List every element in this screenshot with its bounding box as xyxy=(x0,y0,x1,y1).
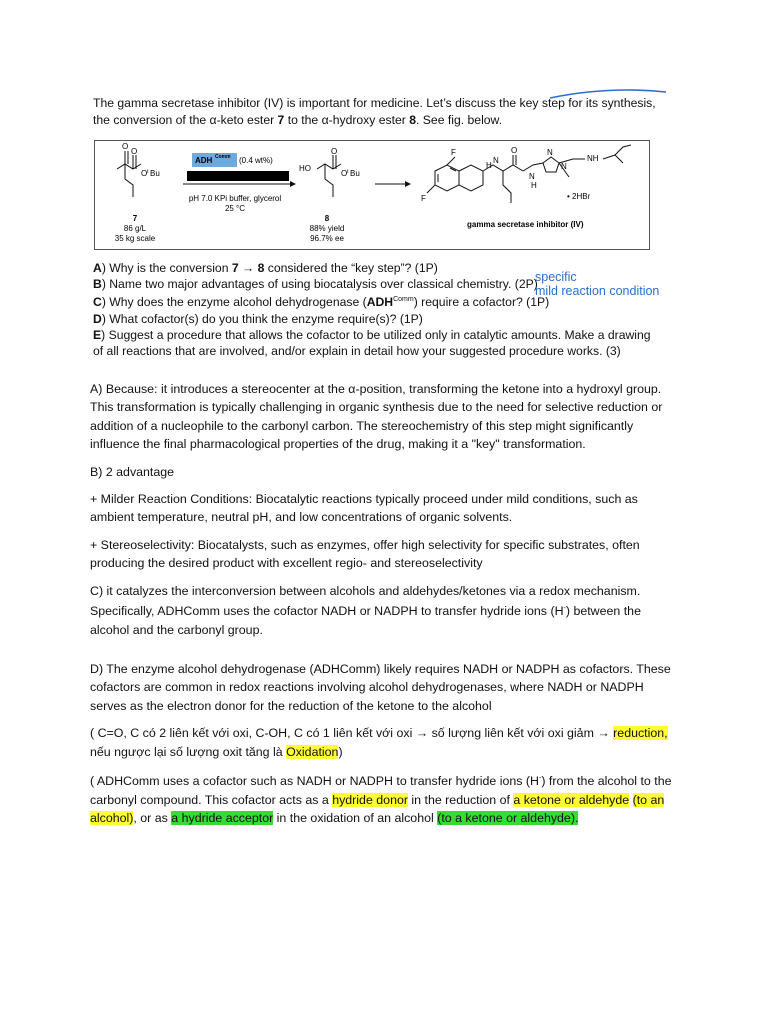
answer-text: , or as xyxy=(133,810,172,825)
tbu-label: O xyxy=(341,169,348,178)
answer-c xyxy=(90,582,680,639)
question-text: of all reactions that are involved, and/or explain in detail how your suggested procedure works. (3) xyxy=(93,344,621,359)
nitrogen-label: N xyxy=(561,162,567,171)
fluorine-label: F xyxy=(451,148,456,157)
alpha-symbol: α xyxy=(209,113,217,127)
answer-b-heading: B) 2 advantage xyxy=(90,464,175,479)
enzyme-ref: ADH xyxy=(366,295,394,310)
compound-7-structure xyxy=(117,151,141,197)
handwritten-note xyxy=(535,270,659,298)
tbu-label: Bu xyxy=(150,169,160,178)
compound-7-scale: 35 kg scale xyxy=(114,234,156,243)
answer-d: D) The enzyme alcohol dehydrogenase (ADHComm) likely requires NADH or NADPH as cofactors. These cofactors are common in redox reactions involving alcohol dehydrogenases, where NADH or NADPH serves as the electron donor for the reduction of the ketone to the alcohol xyxy=(90,662,671,713)
compound-8-ref: 8 xyxy=(257,261,265,275)
answers-block xyxy=(90,380,680,836)
question-text: ) require a cofactor? (1P) xyxy=(413,295,550,310)
enzyme-label: Comm xyxy=(215,154,231,160)
fluorine-label: F xyxy=(421,194,426,203)
compound-8-label: 8 xyxy=(324,214,330,223)
tbu-label: Bu xyxy=(350,169,360,178)
compound-8-ref: 8 xyxy=(409,113,417,127)
question-text: considered the “key step”? (1P) xyxy=(264,261,438,275)
superscript: - xyxy=(563,605,566,613)
compound-8-ee: 96.7% ee xyxy=(310,234,344,243)
hydroxyl-label: HO xyxy=(299,164,311,173)
product-label: gamma secretase inhibitor (IV) xyxy=(467,220,584,229)
highlight-to-alcohol: (to an alcohol) xyxy=(90,792,665,825)
answer-text: nếu ngược lại số lượng oxit tăng là xyxy=(90,744,287,759)
intro-text: -hydroxy ester xyxy=(328,113,410,127)
tbu-label: O xyxy=(141,169,148,178)
highlight-ketone-aldehyde: a ketone or aldehyde xyxy=(513,792,630,807)
question-label: B xyxy=(93,277,102,292)
reaction-scheme xyxy=(94,140,650,250)
amine-label: NH xyxy=(587,154,599,163)
enzyme-sup: Comm xyxy=(393,296,414,304)
answer-vietnamese-note xyxy=(90,724,680,761)
oxygen-label: O xyxy=(511,146,518,155)
answer-text: ) xyxy=(338,744,343,759)
superscript: - xyxy=(538,775,542,783)
oxygen-label: O xyxy=(331,147,338,156)
answer-text: ( ADHComm uses a cofactor such as NADH or NADPH to transfer hydride ions (H xyxy=(90,774,539,789)
compound-8-yield: 88% yield xyxy=(309,224,345,233)
answer-b-item-2: + Stereoselectivity: Biocatalysts, such as enzymes, offer high selectivity for specific substrates, often producing the desired product with excellent regio- and stereoselectivity xyxy=(90,537,640,571)
spacer xyxy=(90,648,680,660)
answer-text: ) between the alcohol and the carbonyl group. xyxy=(90,604,641,637)
tbu-label: t xyxy=(147,169,149,175)
nitrogen-label: N xyxy=(529,172,535,181)
reaction-conditions: pH 7.0 KPi buffer, glycerol xyxy=(188,194,282,203)
arrow-glyph: → xyxy=(238,261,258,275)
compound-8-structure xyxy=(317,155,341,197)
enzyme-label: ADH xyxy=(195,156,213,165)
compound-7-concentration: 86 g/L xyxy=(123,224,147,233)
answer-text: ) from the alcohol to the carbonyl compound. This cofactor acts as a xyxy=(90,774,672,807)
salt-label: • 2HBr xyxy=(567,192,591,201)
arrow-head xyxy=(405,181,411,187)
answer-text: in the oxidation of an alcohol xyxy=(273,810,438,825)
tbu-label: t xyxy=(347,169,349,175)
hydrogen-label: H xyxy=(486,161,492,170)
question-text: ) Why does the enzyme alcohol dehydrogenase ( xyxy=(101,295,367,310)
intro-paragraph xyxy=(93,95,663,129)
oxygen-label: O xyxy=(131,147,138,156)
intro-text: the conversion of the xyxy=(93,113,210,127)
question-text: ) Why is the conversion xyxy=(101,261,232,275)
question-text: ) What cofactor(s) do you think the enzyme require(s)? (1P) xyxy=(101,311,423,326)
reaction-temperature: 25 °C xyxy=(224,204,246,213)
answer-a: A) Because: it introduces a stereocenter at the α-position, transforming the ketone into a hydroxyl group. This transformation is typically challenging in organic synthesis due to the need for selective reduction or addition of a nucleophile to the carbonyl carbon. The stereochemistry of this step might significantly influence the final pharmacological properties of the drug, making it a "key" transformation. xyxy=(90,382,663,452)
intro-line-1: The gamma secretase inhibitor (IV) is important for medicine. Let’s discuss the key step for its synthesis, xyxy=(93,96,656,110)
question-d xyxy=(93,311,673,327)
intro-text: to the xyxy=(284,113,322,127)
handnote-line: mild reaction condition xyxy=(535,284,660,298)
enzyme-loading: (0.4 wt%) xyxy=(239,156,273,165)
arrow-head xyxy=(290,181,296,187)
answer-text: in the reduction of xyxy=(407,792,514,807)
alpha-symbol: α xyxy=(321,113,329,127)
answer-cofactor-note xyxy=(90,770,680,827)
compound-7-ref: 7 xyxy=(277,113,285,127)
question-text: ) Suggest a procedure that allows the cofactor to be utilized only in catalytic amounts. Make a drawing xyxy=(101,327,651,342)
intro-text: -keto ester xyxy=(216,113,278,127)
highlight-reduction: reduction, xyxy=(613,726,668,741)
highlight-to-ketone-aldehyde: (to a ketone or aldehyde). xyxy=(437,810,579,825)
question-label: A xyxy=(93,261,102,275)
highlight-hydride-donor: hydride donor xyxy=(332,792,408,807)
highlight-hydride-acceptor: a hydride acceptor xyxy=(171,810,274,825)
compound-7-ref: 7 xyxy=(231,261,239,275)
question-label: C xyxy=(93,295,102,310)
nitrogen-label: N xyxy=(493,156,499,165)
hydrogen-label: H xyxy=(531,181,537,190)
question-label: D xyxy=(93,311,102,326)
answer-b-item-1: + Milder Reaction Conditions: Biocatalytic reactions typically proceed under mild conditions, such as ambient temperature, neutral pH, and low concentrations of organic solvents. xyxy=(90,492,638,525)
question-text: ) Name two major advantages of using biocatalysis over classical chemistry. (2P) xyxy=(101,277,538,292)
answer-text: C) it catalyzes the interconversion between alcohols and aldehydes/ketones via a redox mechanism. Specifically, ADHComm uses the cofactor NADH or NADPH to transfer hydride ions (H xyxy=(90,583,641,619)
oxygen-label: O xyxy=(122,142,129,151)
question-e xyxy=(93,327,673,359)
highlight-oxidation: Oxidation xyxy=(286,744,339,759)
redacted-bar xyxy=(187,171,289,181)
question-label: E xyxy=(93,327,102,342)
intro-text: . See fig. below. xyxy=(416,113,503,127)
nitrogen-label: N xyxy=(547,148,553,157)
handnote-line: specific xyxy=(535,270,577,284)
compound-7-label: 7 xyxy=(132,214,138,223)
answer-text: ( C=O, C có 2 liên kết với oxi, C-OH, C có 1 liên kết với oxi → số lượng liên kết với oxi giảm → xyxy=(90,726,614,741)
